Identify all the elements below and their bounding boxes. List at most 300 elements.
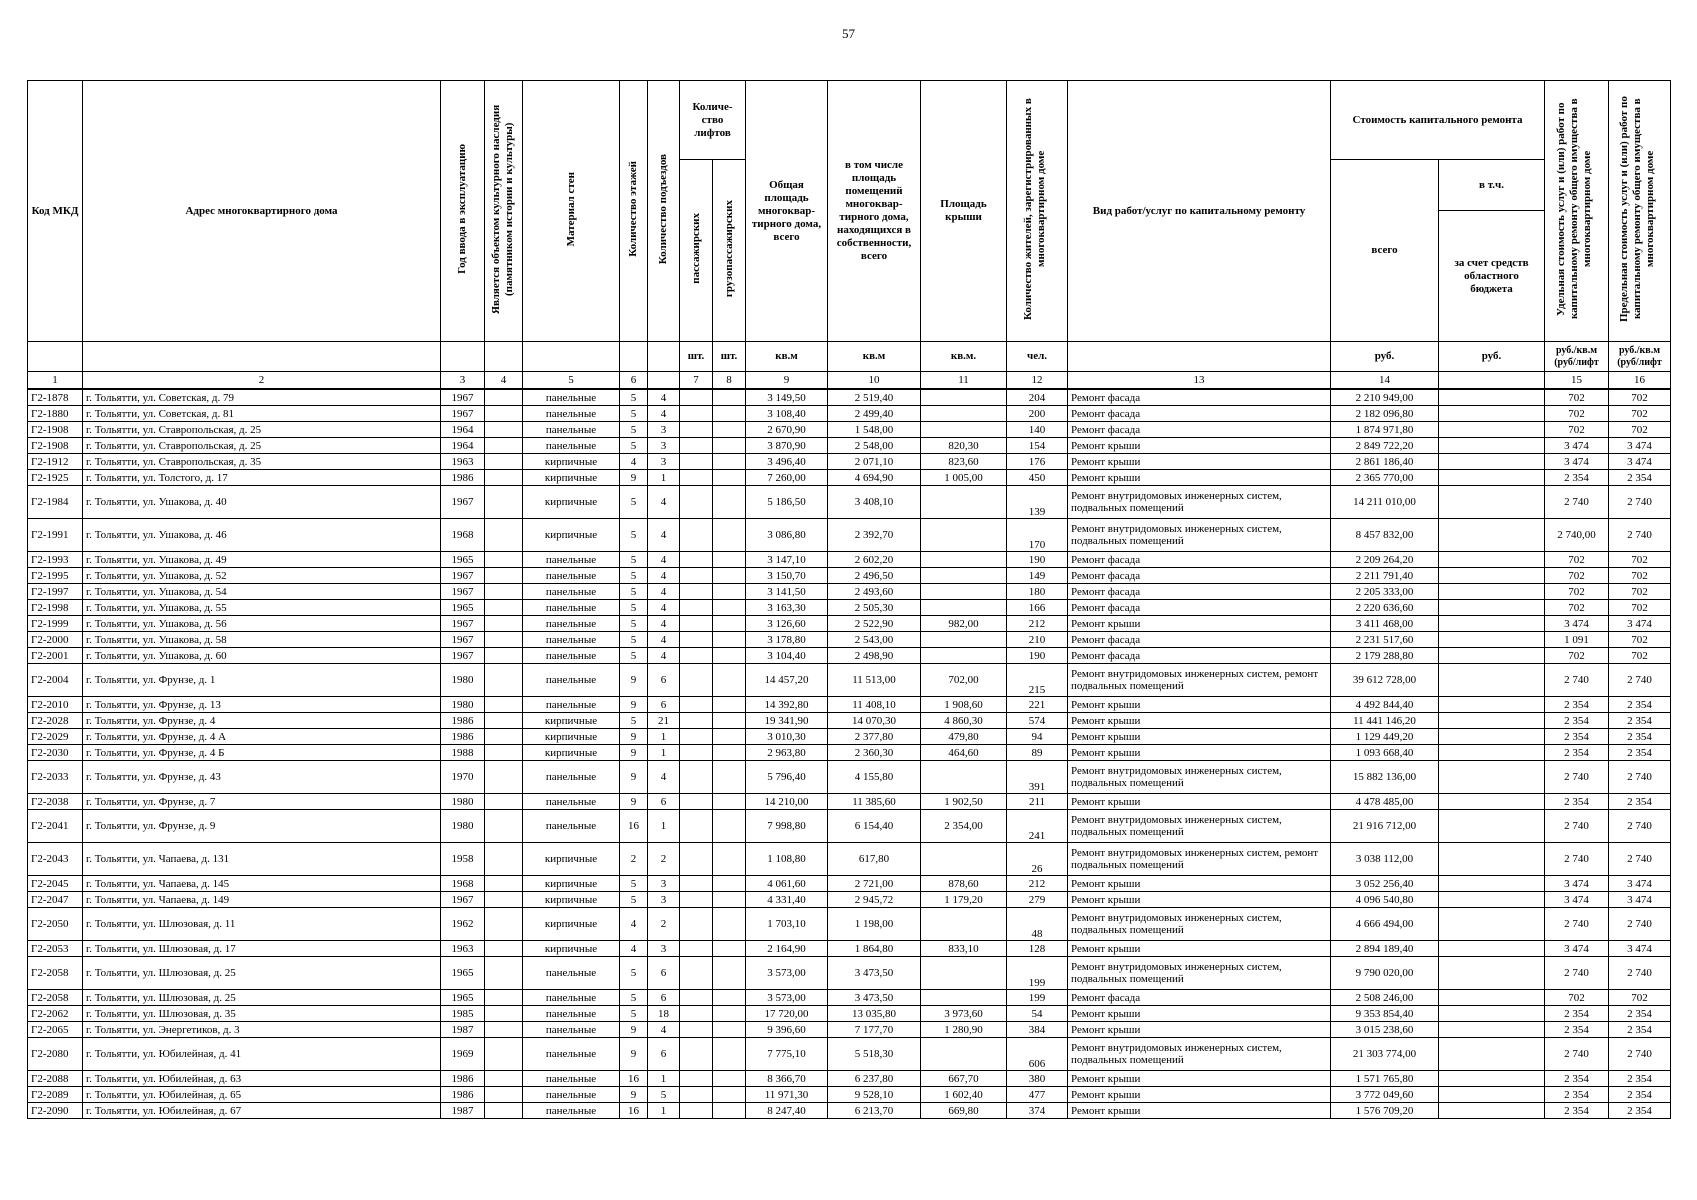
cell-max-cost: 2 354 — [1609, 1071, 1671, 1087]
cell-material: панельные — [523, 794, 620, 810]
cell-year: 1962 — [441, 908, 485, 941]
cell-total-area: 4 061,60 — [746, 876, 828, 892]
cell-total-area: 19 341,90 — [746, 713, 828, 729]
cell-heritage — [485, 454, 523, 470]
cell-code: Г2-2062 — [28, 1006, 83, 1022]
cell-residents: 154 — [1007, 438, 1068, 454]
cell-total-area: 2 670,90 — [746, 422, 828, 438]
cell-lifts-pass — [680, 600, 713, 616]
cell-entrances: 6 — [648, 697, 680, 713]
cell-unit-cost: 2 740 — [1545, 1038, 1609, 1071]
cell-heritage — [485, 568, 523, 584]
cell-unit-cost: 702 — [1545, 568, 1609, 584]
cell-address: г. Тольятти, ул. Ставропольская, д. 25 — [83, 422, 441, 438]
cell-address: г. Тольятти, ул. Чапаева, д. 145 — [83, 876, 441, 892]
cell-total-area: 14 457,20 — [746, 664, 828, 697]
cell-code: Г2-2045 — [28, 876, 83, 892]
cell-owned-area: 2 505,30 — [828, 600, 921, 616]
cell-cost-total: 1 576 709,20 — [1331, 1103, 1439, 1119]
cell-unit-cost: 2 740 — [1545, 486, 1609, 519]
cell-material: панельные — [523, 552, 620, 568]
cell-material: кирпичные — [523, 729, 620, 745]
cell-total-area: 3 573,00 — [746, 957, 828, 990]
cell-cost-regional — [1439, 552, 1545, 568]
cell-total-area: 5 186,50 — [746, 486, 828, 519]
cell-heritage — [485, 697, 523, 713]
cell-code: Г2-2010 — [28, 697, 83, 713]
cell-address: г. Тольятти, ул. Шлюзовая, д. 25 — [83, 957, 441, 990]
cell-code: Г2-2080 — [28, 1038, 83, 1071]
table-row — [28, 761, 1671, 794]
cell-year: 1988 — [441, 745, 485, 761]
cell-material: панельные — [523, 438, 620, 454]
cell-address: г. Тольятти, ул. Ушакова, д. 55 — [83, 600, 441, 616]
cell-unit-cost: 2 354 — [1545, 745, 1609, 761]
cell-roof-area: 982,00 — [921, 616, 1007, 632]
cell-year: 1967 — [441, 632, 485, 648]
cell-lifts-pass — [680, 1006, 713, 1022]
cell-owned-area: 6 213,70 — [828, 1103, 921, 1119]
table-body — [28, 389, 1671, 1119]
cell-year: 1967 — [441, 584, 485, 600]
cell-roof-area — [921, 422, 1007, 438]
cell-cost-total: 11 441 146,20 — [1331, 713, 1439, 729]
cell-residents: 391 — [1007, 761, 1068, 794]
cell-cost-regional — [1439, 794, 1545, 810]
cell-entrances: 1 — [648, 1103, 680, 1119]
cell-residents: 374 — [1007, 1103, 1068, 1119]
cell-material: панельные — [523, 1103, 620, 1119]
cell-cost-regional — [1439, 470, 1545, 486]
cell-cost-regional — [1439, 600, 1545, 616]
cell-cost-total: 1 129 449,20 — [1331, 729, 1439, 745]
cell-entrances: 3 — [648, 892, 680, 908]
cell-total-area: 3 496,40 — [746, 454, 828, 470]
cell-address: г. Тольятти, ул. Фрунзе, д. 4 — [83, 713, 441, 729]
cell-lifts-pass — [680, 1087, 713, 1103]
cell-max-cost: 2 354 — [1609, 1087, 1671, 1103]
cell-lifts-cargo — [713, 568, 746, 584]
cell-residents: 384 — [1007, 1022, 1068, 1038]
cell-code: Г2-2058 — [28, 990, 83, 1006]
cell-max-cost: 702 — [1609, 584, 1671, 600]
cell-roof-area — [921, 600, 1007, 616]
column-number: 12 — [1007, 372, 1068, 390]
table-row — [28, 519, 1671, 552]
cell-code: Г2-1991 — [28, 519, 83, 552]
cell-owned-area: 5 518,30 — [828, 1038, 921, 1071]
table-row — [28, 713, 1671, 729]
cell-max-cost: 2 740 — [1609, 664, 1671, 697]
cell-total-area: 1 703,10 — [746, 908, 828, 941]
cell-unit-cost: 702 — [1545, 990, 1609, 1006]
cell-total-area: 4 331,40 — [746, 892, 828, 908]
cell-cost-total: 2 210 949,00 — [1331, 389, 1439, 406]
cell-max-cost: 2 354 — [1609, 1006, 1671, 1022]
cell-owned-area: 6 154,40 — [828, 810, 921, 843]
cell-max-cost: 2 354 — [1609, 697, 1671, 713]
cell-lifts-cargo — [713, 876, 746, 892]
cell-lifts-cargo — [713, 1087, 746, 1103]
column-number: 11 — [921, 372, 1007, 390]
cell-code: Г2-1908 — [28, 422, 83, 438]
cell-unit-cost: 2 740 — [1545, 810, 1609, 843]
cell-lifts-pass — [680, 908, 713, 941]
cell-code: Г2-2090 — [28, 1103, 83, 1119]
cell-heritage — [485, 389, 523, 406]
cell-unit-cost: 702 — [1545, 389, 1609, 406]
cell-total-area: 3 126,60 — [746, 616, 828, 632]
cell-floors: 5 — [620, 632, 648, 648]
cell-year: 1967 — [441, 406, 485, 422]
cell-cost-regional — [1439, 843, 1545, 876]
cell-cost-total: 4 096 540,80 — [1331, 892, 1439, 908]
cell-entrances: 4 — [648, 552, 680, 568]
cell-lifts-pass — [680, 1038, 713, 1071]
header-lifts-pass: пассажирских — [689, 213, 702, 284]
cell-lifts-cargo — [713, 584, 746, 600]
table-row — [28, 438, 1671, 454]
cell-residents: 140 — [1007, 422, 1068, 438]
cell-code: Г2-1878 — [28, 389, 83, 406]
cell-entrances: 6 — [648, 664, 680, 697]
table-row — [28, 1103, 1671, 1119]
cell-max-cost: 2 740 — [1609, 519, 1671, 552]
table-row — [28, 486, 1671, 519]
cell-entrances: 6 — [648, 794, 680, 810]
cell-residents: 26 — [1007, 843, 1068, 876]
cell-address: г. Тольятти, ул. Фрунзе, д. 4 Б — [83, 745, 441, 761]
cell-floors: 16 — [620, 1103, 648, 1119]
table-row — [28, 794, 1671, 810]
cell-residents: 89 — [1007, 745, 1068, 761]
cell-owned-area: 9 528,10 — [828, 1087, 921, 1103]
cell-roof-area: 833,10 — [921, 941, 1007, 957]
cell-year: 1965 — [441, 957, 485, 990]
cell-entrances: 4 — [648, 648, 680, 664]
cell-cost-regional — [1439, 729, 1545, 745]
cell-lifts-cargo — [713, 1022, 746, 1038]
cell-material: кирпичные — [523, 941, 620, 957]
table-row — [28, 406, 1671, 422]
cell-year: 1986 — [441, 470, 485, 486]
cell-roof-area — [921, 584, 1007, 600]
cell-floors: 5 — [620, 876, 648, 892]
cell-material: панельные — [523, 600, 620, 616]
header-address: Адрес многоквартирного дома — [83, 81, 441, 342]
cell-floors: 9 — [620, 729, 648, 745]
cell-unit-cost: 2 354 — [1545, 713, 1609, 729]
cell-max-cost: 702 — [1609, 600, 1671, 616]
cell-max-cost: 3 474 — [1609, 876, 1671, 892]
cell-floors: 5 — [620, 389, 648, 406]
cell-lifts-cargo — [713, 729, 746, 745]
cell-material: панельные — [523, 1022, 620, 1038]
cell-code: Г2-2088 — [28, 1071, 83, 1087]
cell-floors: 9 — [620, 470, 648, 486]
cell-total-area: 7 998,80 — [746, 810, 828, 843]
cell-entrances: 2 — [648, 843, 680, 876]
cell-unit-cost: 1 091 — [1545, 632, 1609, 648]
cell-total-area: 3 086,80 — [746, 519, 828, 552]
cell-entrances: 4 — [648, 584, 680, 600]
cell-work-type: Ремонт фасада — [1068, 584, 1331, 600]
cell-max-cost: 2 354 — [1609, 729, 1671, 745]
unit-cost-regional: руб. — [1439, 342, 1545, 372]
cell-heritage — [485, 810, 523, 843]
cell-entrances: 1 — [648, 810, 680, 843]
cell-entrances: 1 — [648, 1071, 680, 1087]
cell-lifts-pass — [680, 406, 713, 422]
header-cost-total: всего — [1331, 160, 1439, 342]
cell-cost-regional — [1439, 1006, 1545, 1022]
cell-max-cost: 702 — [1609, 422, 1671, 438]
cell-address: г. Тольятти, ул. Чапаева, д. 149 — [83, 892, 441, 908]
cell-cost-total: 4 492 844,40 — [1331, 697, 1439, 713]
cell-floors: 5 — [620, 892, 648, 908]
cell-owned-area: 2 522,90 — [828, 616, 921, 632]
cell-lifts-pass — [680, 470, 713, 486]
cell-unit-cost: 702 — [1545, 600, 1609, 616]
cell-max-cost: 702 — [1609, 648, 1671, 664]
unit-lifts-pass: шт. — [680, 342, 713, 372]
cell-cost-total: 9 353 854,40 — [1331, 1006, 1439, 1022]
cell-max-cost: 2 740 — [1609, 1038, 1671, 1071]
cell-owned-area: 2 071,10 — [828, 454, 921, 470]
cell-lifts-cargo — [713, 389, 746, 406]
cell-code: Г2-2043 — [28, 843, 83, 876]
cell-floors: 5 — [620, 568, 648, 584]
cell-code: Г2-1997 — [28, 584, 83, 600]
cell-code: Г2-1998 — [28, 600, 83, 616]
cell-cost-total: 3 015 238,60 — [1331, 1022, 1439, 1038]
cell-year: 1986 — [441, 1071, 485, 1087]
cell-cost-regional — [1439, 697, 1545, 713]
cell-total-area: 2 164,90 — [746, 941, 828, 957]
cell-roof-area: 669,80 — [921, 1103, 1007, 1119]
cell-code: Г2-2029 — [28, 729, 83, 745]
cell-floors: 4 — [620, 908, 648, 941]
cell-material: кирпичные — [523, 908, 620, 941]
cell-material: панельные — [523, 1071, 620, 1087]
cell-owned-area: 14 070,30 — [828, 713, 921, 729]
cell-cost-total: 4 478 485,00 — [1331, 794, 1439, 810]
header-total-area: Общая площадь многоквар-тирного дома, всего — [746, 81, 828, 342]
cell-total-area: 9 396,60 — [746, 1022, 828, 1038]
cell-address: г. Тольятти, ул. Ушакова, д. 40 — [83, 486, 441, 519]
table-row — [28, 1087, 1671, 1103]
cell-roof-area — [921, 648, 1007, 664]
cell-material: панельные — [523, 389, 620, 406]
cell-max-cost: 3 474 — [1609, 941, 1671, 957]
cell-lifts-pass — [680, 794, 713, 810]
cell-address: г. Тольятти, ул. Фрунзе, д. 43 — [83, 761, 441, 794]
cell-entrances: 4 — [648, 406, 680, 422]
cell-code: Г2-2065 — [28, 1022, 83, 1038]
cell-material: кирпичные — [523, 470, 620, 486]
cell-heritage — [485, 729, 523, 745]
cell-owned-area: 6 237,80 — [828, 1071, 921, 1087]
cell-residents: 204 — [1007, 389, 1068, 406]
cell-year: 1963 — [441, 454, 485, 470]
cell-residents: 279 — [1007, 892, 1068, 908]
cell-residents: 180 — [1007, 584, 1068, 600]
cell-address: г. Тольятти, ул. Шлюзовая, д. 35 — [83, 1006, 441, 1022]
cell-address: г. Тольятти, ул. Ушакова, д. 58 — [83, 632, 441, 648]
cell-cost-total: 21 303 774,00 — [1331, 1038, 1439, 1071]
cell-cost-total: 3 411 468,00 — [1331, 616, 1439, 632]
cell-floors: 5 — [620, 600, 648, 616]
page-number: 57 — [842, 26, 855, 41]
cell-code: Г2-2053 — [28, 941, 83, 957]
cell-address: г. Тольятти, ул. Фрунзе, д. 1 — [83, 664, 441, 697]
cell-address: г. Тольятти, ул. Советская, д. 81 — [83, 406, 441, 422]
cell-roof-area: 823,60 — [921, 454, 1007, 470]
cell-residents: 221 — [1007, 697, 1068, 713]
cell-work-type: Ремонт крыши — [1068, 941, 1331, 957]
cell-cost-total: 4 666 494,00 — [1331, 908, 1439, 941]
table-row — [28, 632, 1671, 648]
cell-heritage — [485, 664, 523, 697]
cell-cost-total: 2 220 636,60 — [1331, 600, 1439, 616]
cell-entrances: 6 — [648, 990, 680, 1006]
column-number: 3 — [441, 372, 485, 390]
cell-roof-area: 702,00 — [921, 664, 1007, 697]
cell-owned-area: 3 473,50 — [828, 957, 921, 990]
cell-total-area: 3 149,50 — [746, 389, 828, 406]
unit-total-area: кв.м — [746, 342, 828, 372]
cell-residents: 380 — [1007, 1071, 1068, 1087]
cell-heritage — [485, 616, 523, 632]
cell-floors: 5 — [620, 584, 648, 600]
cell-total-area: 3 010,30 — [746, 729, 828, 745]
cell-max-cost: 2 354 — [1609, 1103, 1671, 1119]
header-max-cost: Предельная стоимость услуг и (или) работ по капитальному ремонту общего имущества в многоквартирном доме — [1617, 96, 1656, 322]
cell-address: г. Тольятти, ул. Шлюзовая, д. 17 — [83, 941, 441, 957]
cell-unit-cost: 2 354 — [1545, 1103, 1609, 1119]
cell-address: г. Тольятти, ул. Фрунзе, д. 13 — [83, 697, 441, 713]
cell-roof-area: 878,60 — [921, 876, 1007, 892]
cell-total-area: 7 775,10 — [746, 1038, 828, 1071]
cell-lifts-cargo — [713, 843, 746, 876]
cell-work-type: Ремонт крыши — [1068, 616, 1331, 632]
cell-entrances: 4 — [648, 486, 680, 519]
table-row — [28, 810, 1671, 843]
cell-residents: 211 — [1007, 794, 1068, 810]
cell-heritage — [485, 600, 523, 616]
cell-owned-area: 1 548,00 — [828, 422, 921, 438]
cell-material: кирпичные — [523, 892, 620, 908]
cell-heritage — [485, 438, 523, 454]
cell-cost-regional — [1439, 454, 1545, 470]
cell-entrances: 4 — [648, 568, 680, 584]
cell-year: 1967 — [441, 486, 485, 519]
cell-material: панельные — [523, 810, 620, 843]
cell-floors: 16 — [620, 810, 648, 843]
unit-lifts-cargo: шт. — [713, 342, 746, 372]
cell-floors: 4 — [620, 941, 648, 957]
cell-cost-total: 2 231 517,60 — [1331, 632, 1439, 648]
cell-total-area: 3 150,70 — [746, 568, 828, 584]
cell-lifts-pass — [680, 990, 713, 1006]
cell-owned-area: 2 377,80 — [828, 729, 921, 745]
cell-heritage — [485, 584, 523, 600]
cell-unit-cost: 702 — [1545, 552, 1609, 568]
cell-owned-area: 2 945,72 — [828, 892, 921, 908]
column-number: 5 — [523, 372, 620, 390]
cell-owned-area: 2 360,30 — [828, 745, 921, 761]
cell-owned-area: 3 408,10 — [828, 486, 921, 519]
cell-cost-total: 2 209 264,20 — [1331, 552, 1439, 568]
cell-residents: 574 — [1007, 713, 1068, 729]
cell-material: панельные — [523, 406, 620, 422]
cell-lifts-cargo — [713, 810, 746, 843]
cell-lifts-cargo — [713, 1071, 746, 1087]
cell-cost-total: 2 508 246,00 — [1331, 990, 1439, 1006]
cell-heritage — [485, 470, 523, 486]
cell-residents: 215 — [1007, 664, 1068, 697]
cell-material: кирпичные — [523, 876, 620, 892]
cell-entrances: 4 — [648, 632, 680, 648]
cell-address: г. Тольятти, ул. Фрунзе, д. 9 — [83, 810, 441, 843]
cell-lifts-pass — [680, 745, 713, 761]
cell-lifts-cargo — [713, 648, 746, 664]
cell-cost-total: 1 571 765,80 — [1331, 1071, 1439, 1087]
cell-work-type: Ремонт фасада — [1068, 552, 1331, 568]
cell-year: 1986 — [441, 713, 485, 729]
cell-cost-regional — [1439, 941, 1545, 957]
cell-heritage — [485, 990, 523, 1006]
cell-cost-regional — [1439, 1087, 1545, 1103]
cell-cost-total: 3 038 112,00 — [1331, 843, 1439, 876]
cell-lifts-cargo — [713, 1006, 746, 1022]
cell-roof-area — [921, 990, 1007, 1006]
cell-address: г. Тольятти, ул. Ушакова, д. 46 — [83, 519, 441, 552]
cell-lifts-pass — [680, 568, 713, 584]
cell-unit-cost: 702 — [1545, 584, 1609, 600]
cell-unit-cost: 2 740,00 — [1545, 519, 1609, 552]
cell-total-area: 7 260,00 — [746, 470, 828, 486]
cell-owned-area: 4 155,80 — [828, 761, 921, 794]
header-lifts-cargo: грузопассажирских — [722, 199, 735, 298]
cell-total-area: 14 392,80 — [746, 697, 828, 713]
cell-lifts-cargo — [713, 941, 746, 957]
cell-lifts-pass — [680, 957, 713, 990]
cell-entrances: 3 — [648, 876, 680, 892]
cell-floors: 4 — [620, 454, 648, 470]
cell-max-cost: 3 474 — [1609, 892, 1671, 908]
cell-lifts-cargo — [713, 632, 746, 648]
column-number: 14 — [1331, 372, 1439, 390]
cell-work-type: Ремонт крыши — [1068, 729, 1331, 745]
cell-work-type: Ремонт крыши — [1068, 1103, 1331, 1119]
cell-material: панельные — [523, 616, 620, 632]
table-row — [28, 876, 1671, 892]
cell-owned-area: 2 543,00 — [828, 632, 921, 648]
cell-heritage — [485, 422, 523, 438]
cell-roof-area — [921, 957, 1007, 990]
cell-year: 1963 — [441, 941, 485, 957]
cell-max-cost: 2 740 — [1609, 908, 1671, 941]
cell-unit-cost: 702 — [1545, 422, 1609, 438]
cell-code: Г2-2030 — [28, 745, 83, 761]
cell-roof-area: 4 860,30 — [921, 713, 1007, 729]
cell-entrances: 1 — [648, 729, 680, 745]
cell-work-type: Ремонт внутридомовых инженерных систем, подвальных помещений — [1068, 761, 1331, 794]
cell-heritage — [485, 519, 523, 552]
cell-residents: 190 — [1007, 552, 1068, 568]
table-row — [28, 1006, 1671, 1022]
